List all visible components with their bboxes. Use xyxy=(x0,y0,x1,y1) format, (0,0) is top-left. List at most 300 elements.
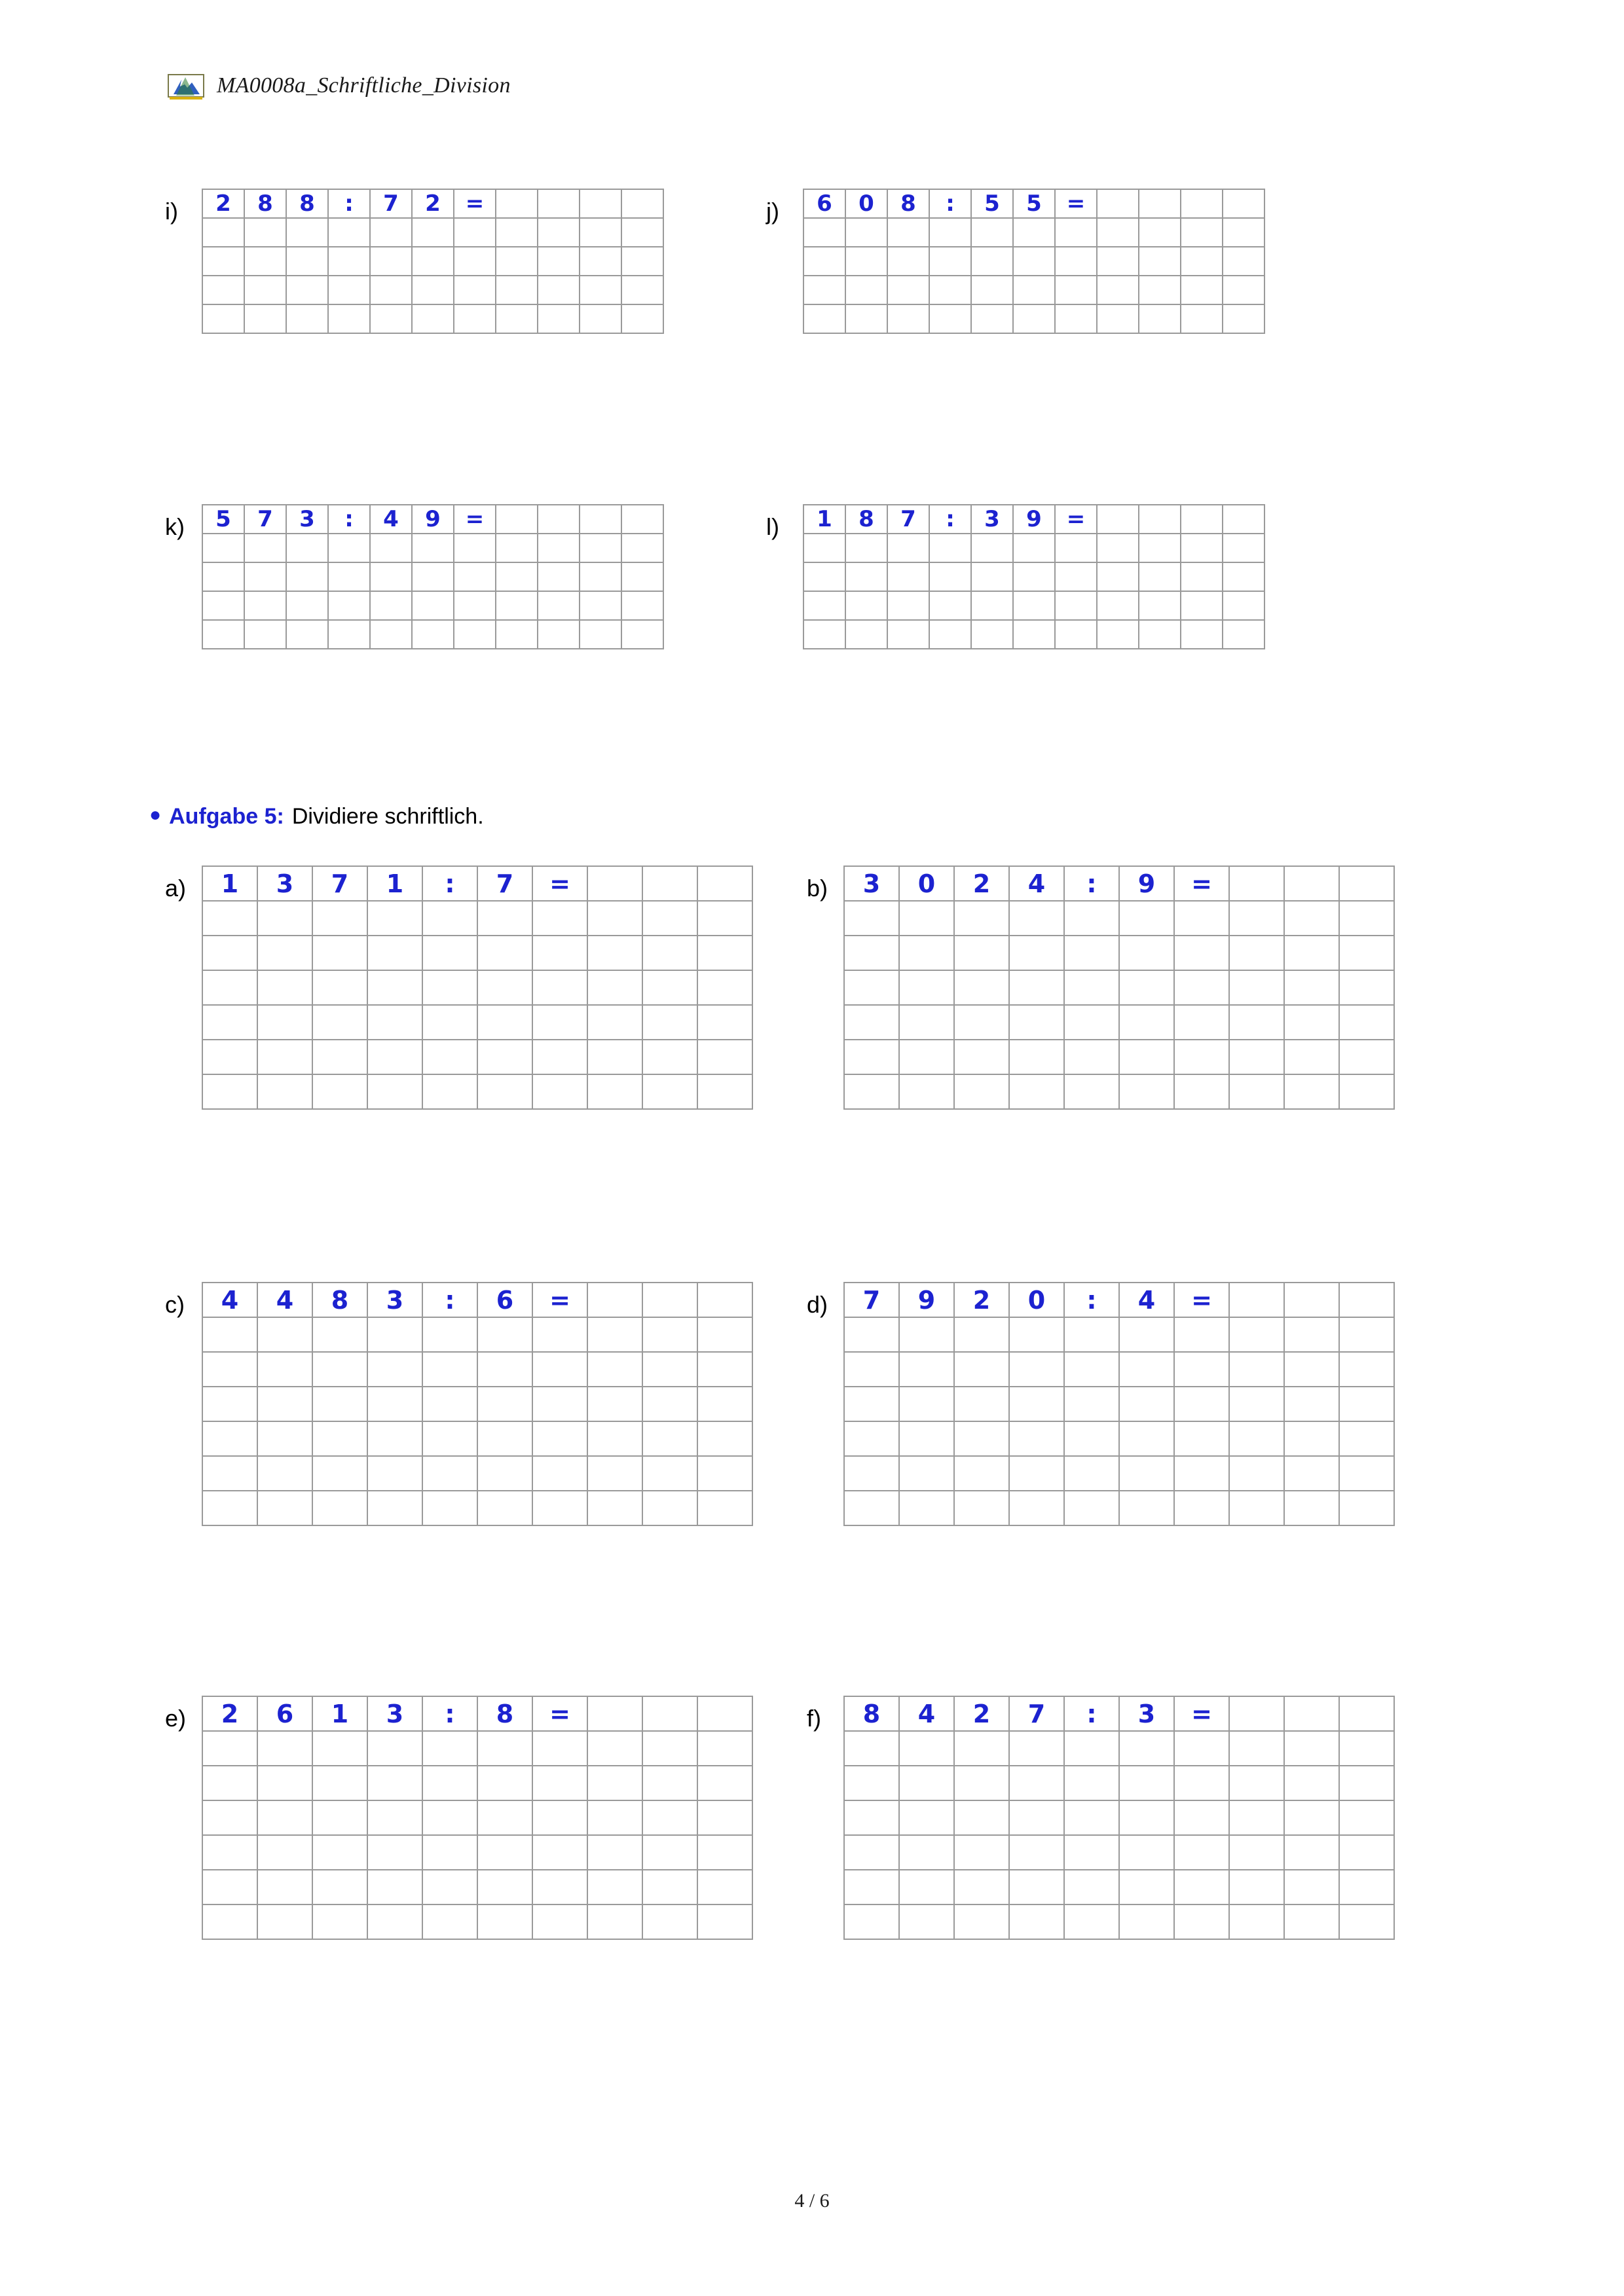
grid-cell[interactable] xyxy=(533,1766,588,1801)
grid-cell[interactable] xyxy=(1285,1318,1340,1353)
grid-cell[interactable] xyxy=(1340,1905,1395,1940)
grid-cell[interactable] xyxy=(588,1836,643,1870)
grid-cell[interactable] xyxy=(643,1422,698,1457)
grid-cell[interactable] xyxy=(203,1422,258,1457)
grid-cell[interactable] xyxy=(478,1318,533,1353)
grid-cell[interactable] xyxy=(900,1075,955,1110)
grid-cell[interactable] xyxy=(955,1457,1010,1491)
grid-cell[interactable] xyxy=(478,1905,533,1940)
grid-cell[interactable] xyxy=(1065,1318,1120,1353)
grid-cell[interactable] xyxy=(888,247,930,276)
grid-cell[interactable]: = xyxy=(533,1697,588,1732)
grid-cell[interactable]: 2 xyxy=(203,190,245,219)
grid-cell[interactable] xyxy=(698,1697,753,1732)
grid-cell[interactable] xyxy=(698,1836,753,1870)
grid-cell[interactable] xyxy=(313,902,368,936)
grid-cell[interactable] xyxy=(955,936,1010,971)
grid-cell[interactable] xyxy=(955,1075,1010,1110)
grid-cell[interactable] xyxy=(955,1040,1010,1075)
grid-cell[interactable] xyxy=(900,1040,955,1075)
grid-cell[interactable] xyxy=(1014,621,1056,649)
grid-cell[interactable] xyxy=(1230,1491,1285,1526)
grid-cell[interactable] xyxy=(1285,1836,1340,1870)
grid-cell[interactable] xyxy=(1285,1905,1340,1940)
grid-cell[interactable] xyxy=(846,592,888,621)
grid-cell[interactable] xyxy=(533,1422,588,1457)
grid-cell[interactable] xyxy=(533,936,588,971)
grid-cell[interactable] xyxy=(580,592,622,621)
grid-cell[interactable] xyxy=(371,247,413,276)
grid-cell[interactable] xyxy=(496,305,538,334)
grid-cell[interactable] xyxy=(845,971,900,1006)
grid-cell[interactable] xyxy=(313,1040,368,1075)
grid-cell[interactable] xyxy=(1014,247,1056,276)
grid-cell[interactable]: 3 xyxy=(972,505,1014,534)
grid-cell[interactable] xyxy=(972,276,1014,305)
grid-cell[interactable] xyxy=(845,1732,900,1766)
grid-cell[interactable]: : xyxy=(423,1283,478,1318)
grid-cell[interactable] xyxy=(423,1318,478,1353)
grid-cell[interactable] xyxy=(846,247,888,276)
grid-cell[interactable] xyxy=(1098,305,1139,334)
grid-cell[interactable] xyxy=(955,1801,1010,1836)
grid-cell[interactable] xyxy=(900,1318,955,1353)
grid-cell[interactable] xyxy=(1340,1422,1395,1457)
grid-cell[interactable] xyxy=(1175,1491,1230,1526)
grid-cell[interactable] xyxy=(313,1006,368,1040)
grid-cell[interactable] xyxy=(496,505,538,534)
grid-cell[interactable] xyxy=(258,971,313,1006)
grid-cell[interactable]: : xyxy=(930,190,972,219)
grid-cell[interactable] xyxy=(287,621,329,649)
grid-cell[interactable] xyxy=(1223,563,1265,592)
grid-cell[interactable] xyxy=(580,276,622,305)
grid-cell[interactable] xyxy=(888,276,930,305)
grid-cell[interactable] xyxy=(368,1491,423,1526)
grid-cell[interactable] xyxy=(203,534,245,563)
grid-cell[interactable] xyxy=(1230,1870,1285,1905)
grid-cell[interactable] xyxy=(1340,902,1395,936)
grid-cell[interactable] xyxy=(1285,1353,1340,1387)
grid-cell[interactable] xyxy=(258,1006,313,1040)
grid-cell[interactable] xyxy=(287,305,329,334)
grid-cell[interactable] xyxy=(622,305,664,334)
grid-cell[interactable]: 3 xyxy=(287,505,329,534)
grid-cell[interactable]: 5 xyxy=(203,505,245,534)
grid-cell[interactable] xyxy=(258,1801,313,1836)
grid-cell[interactable]: 4 xyxy=(1120,1283,1175,1318)
grid-cell[interactable] xyxy=(496,276,538,305)
grid-cell[interactable] xyxy=(698,1040,753,1075)
exercise-grid-l[interactable] xyxy=(803,504,1265,649)
grid-cell[interactable] xyxy=(643,1836,698,1870)
grid-cell[interactable] xyxy=(538,305,580,334)
grid-cell[interactable] xyxy=(1065,1732,1120,1766)
grid-cell[interactable]: 7 xyxy=(478,867,533,902)
grid-cell[interactable] xyxy=(1014,534,1056,563)
grid-cell[interactable] xyxy=(580,505,622,534)
grid-cell[interactable] xyxy=(1223,592,1265,621)
grid-cell[interactable] xyxy=(423,1422,478,1457)
grid-cell[interactable] xyxy=(1285,1801,1340,1836)
grid-cell[interactable] xyxy=(313,971,368,1006)
grid-cell[interactable] xyxy=(478,1075,533,1110)
grid-cell[interactable] xyxy=(203,247,245,276)
grid-cell[interactable] xyxy=(203,1040,258,1075)
grid-cell[interactable] xyxy=(643,971,698,1006)
grid-cell[interactable] xyxy=(622,534,664,563)
grid-cell[interactable] xyxy=(1010,1353,1065,1387)
grid-cell[interactable] xyxy=(496,190,538,219)
grid-cell[interactable] xyxy=(972,219,1014,247)
grid-cell[interactable] xyxy=(1285,971,1340,1006)
grid-cell[interactable] xyxy=(845,902,900,936)
grid-cell[interactable] xyxy=(413,247,454,276)
grid-cell[interactable] xyxy=(1014,592,1056,621)
grid-cell[interactable]: 2 xyxy=(413,190,454,219)
grid-cell[interactable] xyxy=(258,1457,313,1491)
grid-cell[interactable] xyxy=(1181,505,1223,534)
grid-cell[interactable] xyxy=(1340,1870,1395,1905)
grid-cell[interactable] xyxy=(588,1006,643,1040)
grid-cell[interactable] xyxy=(203,1075,258,1110)
grid-cell[interactable] xyxy=(1175,1353,1230,1387)
grid-cell[interactable] xyxy=(643,1491,698,1526)
grid-cell[interactable] xyxy=(1139,219,1181,247)
grid-cell[interactable] xyxy=(538,534,580,563)
grid-cell[interactable] xyxy=(1175,1766,1230,1801)
grid-cell[interactable] xyxy=(1098,190,1139,219)
grid-cell[interactable] xyxy=(588,1387,643,1422)
grid-cell[interactable]: 6 xyxy=(258,1697,313,1732)
grid-cell[interactable] xyxy=(533,1732,588,1766)
grid-cell[interactable] xyxy=(588,971,643,1006)
grid-cell[interactable] xyxy=(203,1732,258,1766)
grid-cell[interactable] xyxy=(368,1732,423,1766)
grid-cell[interactable] xyxy=(1223,190,1265,219)
grid-cell[interactable] xyxy=(258,1905,313,1940)
grid-cell[interactable] xyxy=(454,247,496,276)
grid-cell[interactable]: 2 xyxy=(955,1283,1010,1318)
grid-cell[interactable] xyxy=(478,1422,533,1457)
grid-cell[interactable] xyxy=(955,1905,1010,1940)
grid-cell[interactable] xyxy=(1285,902,1340,936)
grid-cell[interactable] xyxy=(900,936,955,971)
grid-cell[interactable] xyxy=(1285,1457,1340,1491)
grid-cell[interactable] xyxy=(845,1075,900,1110)
grid-cell[interactable] xyxy=(1120,1422,1175,1457)
exercise-grid-b[interactable] xyxy=(843,866,1395,1110)
grid-cell[interactable] xyxy=(643,1801,698,1836)
grid-cell[interactable] xyxy=(1230,971,1285,1006)
grid-cell[interactable] xyxy=(1139,505,1181,534)
grid-cell[interactable] xyxy=(1065,1491,1120,1526)
grid-cell[interactable] xyxy=(533,1457,588,1491)
grid-cell[interactable] xyxy=(900,1457,955,1491)
grid-cell[interactable]: 1 xyxy=(203,867,258,902)
grid-cell[interactable] xyxy=(588,1766,643,1801)
grid-cell[interactable] xyxy=(533,1353,588,1387)
grid-cell[interactable] xyxy=(580,534,622,563)
grid-cell[interactable] xyxy=(900,1801,955,1836)
grid-cell[interactable] xyxy=(1065,1801,1120,1836)
grid-cell[interactable] xyxy=(900,1422,955,1457)
grid-cell[interactable] xyxy=(1010,936,1065,971)
grid-cell[interactable] xyxy=(368,1870,423,1905)
grid-cell[interactable] xyxy=(698,1318,753,1353)
grid-cell[interactable] xyxy=(643,1905,698,1940)
grid-cell[interactable] xyxy=(533,1387,588,1422)
grid-cell[interactable] xyxy=(1230,936,1285,971)
grid-cell[interactable] xyxy=(1175,1006,1230,1040)
grid-cell[interactable] xyxy=(900,1353,955,1387)
grid-cell[interactable] xyxy=(588,1732,643,1766)
grid-cell[interactable] xyxy=(1098,563,1139,592)
grid-cell[interactable] xyxy=(643,1457,698,1491)
grid-cell[interactable] xyxy=(643,867,698,902)
grid-cell[interactable] xyxy=(1285,936,1340,971)
grid-cell[interactable] xyxy=(1285,1040,1340,1075)
grid-cell[interactable] xyxy=(1230,1697,1285,1732)
grid-cell[interactable] xyxy=(804,219,846,247)
grid-cell[interactable] xyxy=(1065,1075,1120,1110)
grid-cell[interactable] xyxy=(622,592,664,621)
grid-cell[interactable] xyxy=(533,1491,588,1526)
grid-cell[interactable] xyxy=(930,276,972,305)
grid-cell[interactable] xyxy=(368,971,423,1006)
grid-cell[interactable] xyxy=(423,902,478,936)
grid-cell[interactable] xyxy=(1285,1766,1340,1801)
grid-cell[interactable]: 9 xyxy=(413,505,454,534)
grid-cell[interactable] xyxy=(588,1075,643,1110)
grid-cell[interactable] xyxy=(1098,219,1139,247)
grid-cell[interactable] xyxy=(478,1732,533,1766)
grid-cell[interactable] xyxy=(846,621,888,649)
exercise-grid-c[interactable] xyxy=(202,1282,753,1526)
grid-cell[interactable]: 4 xyxy=(203,1283,258,1318)
grid-cell[interactable] xyxy=(423,1006,478,1040)
grid-cell[interactable] xyxy=(1223,505,1265,534)
grid-cell[interactable] xyxy=(845,1836,900,1870)
grid-cell[interactable] xyxy=(698,1905,753,1940)
grid-cell[interactable] xyxy=(900,971,955,1006)
grid-cell[interactable]: 1 xyxy=(313,1697,368,1732)
grid-cell[interactable] xyxy=(888,563,930,592)
grid-cell[interactable] xyxy=(329,247,371,276)
grid-cell[interactable] xyxy=(496,534,538,563)
grid-cell[interactable] xyxy=(1139,563,1181,592)
grid-cell[interactable] xyxy=(588,936,643,971)
grid-cell[interactable] xyxy=(423,936,478,971)
grid-cell[interactable] xyxy=(588,1283,643,1318)
grid-cell[interactable] xyxy=(588,1422,643,1457)
grid-cell[interactable] xyxy=(1065,1422,1120,1457)
grid-cell[interactable] xyxy=(203,219,245,247)
grid-cell[interactable] xyxy=(329,219,371,247)
grid-cell[interactable] xyxy=(258,1422,313,1457)
grid-cell[interactable] xyxy=(1010,1318,1065,1353)
grid-cell[interactable] xyxy=(588,1870,643,1905)
grid-cell[interactable]: 4 xyxy=(1010,867,1065,902)
grid-cell[interactable] xyxy=(454,305,496,334)
grid-cell[interactable] xyxy=(955,1870,1010,1905)
grid-cell[interactable] xyxy=(533,902,588,936)
grid-cell[interactable] xyxy=(1223,219,1265,247)
grid-cell[interactable] xyxy=(423,1836,478,1870)
grid-cell[interactable] xyxy=(643,1353,698,1387)
grid-cell[interactable] xyxy=(1010,1491,1065,1526)
grid-cell[interactable] xyxy=(1120,1318,1175,1353)
grid-cell[interactable] xyxy=(1010,1040,1065,1075)
grid-cell[interactable]: : xyxy=(1065,1283,1120,1318)
grid-cell[interactable]: = xyxy=(454,190,496,219)
grid-cell[interactable] xyxy=(930,305,972,334)
grid-cell[interactable] xyxy=(698,1387,753,1422)
grid-cell[interactable] xyxy=(1285,1006,1340,1040)
grid-cell[interactable] xyxy=(1230,1732,1285,1766)
grid-cell[interactable]: 2 xyxy=(955,867,1010,902)
grid-cell[interactable] xyxy=(1120,902,1175,936)
grid-cell[interactable] xyxy=(1098,247,1139,276)
grid-cell[interactable] xyxy=(245,219,287,247)
grid-cell[interactable] xyxy=(955,971,1010,1006)
grid-cell[interactable] xyxy=(533,1870,588,1905)
grid-cell[interactable] xyxy=(643,1387,698,1422)
grid-cell[interactable] xyxy=(643,1870,698,1905)
grid-cell[interactable] xyxy=(478,1870,533,1905)
grid-cell[interactable] xyxy=(203,1006,258,1040)
grid-cell[interactable] xyxy=(413,305,454,334)
grid-cell[interactable] xyxy=(1340,1491,1395,1526)
grid-cell[interactable] xyxy=(203,1801,258,1836)
grid-cell[interactable] xyxy=(1230,1836,1285,1870)
grid-cell[interactable] xyxy=(245,621,287,649)
grid-cell[interactable] xyxy=(1181,534,1223,563)
grid-cell[interactable]: : xyxy=(423,1697,478,1732)
grid-cell[interactable] xyxy=(643,902,698,936)
grid-cell[interactable] xyxy=(845,1491,900,1526)
grid-cell[interactable] xyxy=(413,592,454,621)
grid-cell[interactable]: 8 xyxy=(478,1697,533,1732)
grid-cell[interactable] xyxy=(804,563,846,592)
grid-cell[interactable] xyxy=(478,1836,533,1870)
grid-cell[interactable]: : xyxy=(329,190,371,219)
grid-cell[interactable] xyxy=(930,534,972,563)
grid-cell[interactable] xyxy=(1010,1870,1065,1905)
grid-cell[interactable] xyxy=(643,936,698,971)
grid-cell[interactable] xyxy=(1139,592,1181,621)
grid-cell[interactable] xyxy=(1285,867,1340,902)
grid-cell[interactable] xyxy=(804,621,846,649)
grid-cell[interactable] xyxy=(1223,276,1265,305)
grid-cell[interactable] xyxy=(804,592,846,621)
grid-cell[interactable] xyxy=(203,1836,258,1870)
grid-cell[interactable] xyxy=(1285,1732,1340,1766)
grid-cell[interactable] xyxy=(1230,1905,1285,1940)
grid-cell[interactable] xyxy=(955,1318,1010,1353)
grid-cell[interactable] xyxy=(1175,1040,1230,1075)
grid-cell[interactable] xyxy=(313,1318,368,1353)
grid-cell[interactable] xyxy=(368,1766,423,1801)
grid-cell[interactable]: 8 xyxy=(846,505,888,534)
grid-cell[interactable] xyxy=(533,971,588,1006)
grid-cell[interactable] xyxy=(622,247,664,276)
grid-cell[interactable] xyxy=(329,305,371,334)
grid-cell[interactable] xyxy=(698,1353,753,1387)
grid-cell[interactable] xyxy=(368,902,423,936)
grid-cell[interactable] xyxy=(329,592,371,621)
grid-cell[interactable]: 4 xyxy=(258,1283,313,1318)
grid-cell[interactable]: 9 xyxy=(1014,505,1056,534)
grid-cell[interactable] xyxy=(588,1491,643,1526)
grid-cell[interactable] xyxy=(1065,1766,1120,1801)
grid-cell[interactable] xyxy=(846,219,888,247)
grid-cell[interactable] xyxy=(1014,305,1056,334)
grid-cell[interactable] xyxy=(1340,936,1395,971)
grid-cell[interactable] xyxy=(454,592,496,621)
grid-cell[interactable] xyxy=(423,1075,478,1110)
grid-cell[interactable] xyxy=(930,621,972,649)
grid-cell[interactable] xyxy=(368,1353,423,1387)
grid-cell[interactable] xyxy=(1181,276,1223,305)
grid-cell[interactable] xyxy=(496,247,538,276)
grid-cell[interactable] xyxy=(313,1801,368,1836)
grid-cell[interactable] xyxy=(698,1075,753,1110)
grid-cell[interactable] xyxy=(1223,305,1265,334)
grid-cell[interactable] xyxy=(478,971,533,1006)
grid-cell[interactable] xyxy=(900,1766,955,1801)
grid-cell[interactable] xyxy=(1120,1905,1175,1940)
grid-cell[interactable] xyxy=(698,971,753,1006)
grid-cell[interactable] xyxy=(930,247,972,276)
grid-cell[interactable] xyxy=(972,534,1014,563)
grid-cell[interactable] xyxy=(203,1387,258,1422)
grid-cell[interactable] xyxy=(423,1732,478,1766)
grid-cell[interactable] xyxy=(258,1387,313,1422)
grid-cell[interactable] xyxy=(368,936,423,971)
grid-cell[interactable] xyxy=(845,1353,900,1387)
grid-cell[interactable] xyxy=(1340,1353,1395,1387)
grid-cell[interactable] xyxy=(313,1353,368,1387)
grid-cell[interactable] xyxy=(1230,1422,1285,1457)
grid-cell[interactable] xyxy=(845,1870,900,1905)
grid-cell[interactable] xyxy=(1120,1075,1175,1110)
grid-cell[interactable] xyxy=(1181,219,1223,247)
grid-cell[interactable]: 8 xyxy=(888,190,930,219)
grid-cell[interactable] xyxy=(698,1006,753,1040)
grid-cell[interactable]: 4 xyxy=(371,505,413,534)
grid-cell[interactable]: = xyxy=(1175,867,1230,902)
grid-cell[interactable] xyxy=(1175,1387,1230,1422)
grid-cell[interactable] xyxy=(203,1870,258,1905)
grid-cell[interactable] xyxy=(900,1491,955,1526)
grid-cell[interactable] xyxy=(1181,621,1223,649)
grid-cell[interactable] xyxy=(888,305,930,334)
grid-cell[interactable] xyxy=(846,276,888,305)
grid-cell[interactable] xyxy=(846,563,888,592)
grid-cell[interactable] xyxy=(1175,1318,1230,1353)
grid-cell[interactable]: : xyxy=(1065,1697,1120,1732)
grid-cell[interactable] xyxy=(643,1732,698,1766)
grid-cell[interactable] xyxy=(643,1006,698,1040)
grid-cell[interactable] xyxy=(1181,247,1223,276)
grid-cell[interactable] xyxy=(622,505,664,534)
grid-cell[interactable] xyxy=(538,190,580,219)
grid-cell[interactable] xyxy=(622,276,664,305)
grid-cell[interactable] xyxy=(888,592,930,621)
grid-cell[interactable] xyxy=(955,1836,1010,1870)
grid-cell[interactable] xyxy=(1010,1422,1065,1457)
